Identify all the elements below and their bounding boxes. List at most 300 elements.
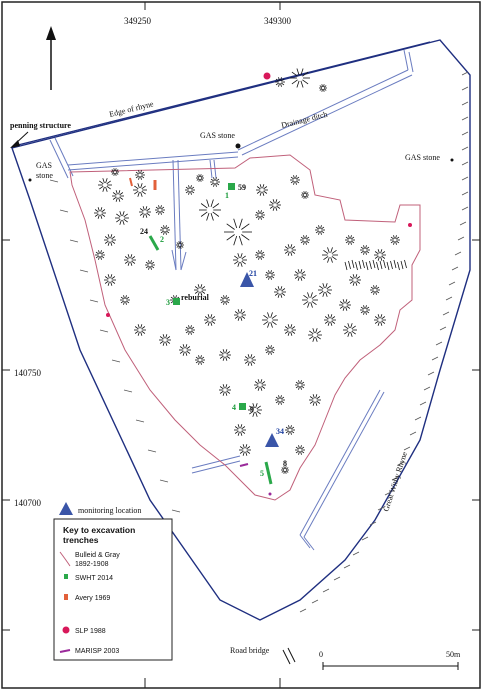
- mound-hachure: [376, 287, 379, 289]
- mound-hachure: [183, 352, 184, 356]
- mound-hachure: [216, 179, 219, 181]
- mound-hachure: [306, 241, 307, 244]
- mound-hachure: [302, 272, 305, 274]
- mound-hachure: [271, 322, 273, 327]
- key-title-line1: Key to excavation: [63, 525, 136, 535]
- mound-hachure: [352, 260, 354, 268]
- mound-hachure: [125, 257, 128, 259]
- mound-hachure: [377, 262, 379, 270]
- mound-hachure: [112, 277, 115, 279]
- mound-hachure: [212, 321, 215, 323]
- mound-hachure: [361, 307, 364, 309]
- mound-hachure: [227, 391, 230, 393]
- mound-hachure: [289, 425, 290, 428]
- mound-hachure: [238, 309, 239, 313]
- mound-hachure: [243, 452, 244, 456]
- mound-hachure: [349, 241, 350, 244]
- mound-hachure: [351, 241, 352, 244]
- mound-hachure: [361, 311, 364, 313]
- mound-hachure: [102, 214, 105, 216]
- mound-hachure: [361, 247, 364, 249]
- mound-hachure: [261, 216, 264, 218]
- mound-hachure: [189, 331, 190, 334]
- mound-hachure: [196, 357, 199, 359]
- mound-hachure: [113, 197, 116, 199]
- mound-hachure: [288, 244, 289, 248]
- mound-hachure: [328, 257, 330, 262]
- mound-hachure: [251, 362, 252, 366]
- mound-hachure: [166, 334, 167, 338]
- mound-hachure: [123, 211, 125, 216]
- mound-hachure: [140, 213, 143, 215]
- mound-hachure: [361, 251, 364, 253]
- mound-hachure: [101, 207, 102, 211]
- mound-hachure: [238, 424, 239, 428]
- mound-hachure: [146, 206, 147, 210]
- mound-hachure: [211, 213, 213, 220]
- mound-hachure: [278, 294, 279, 298]
- mound-hachure: [391, 237, 394, 239]
- mound-hachure: [256, 216, 259, 218]
- mound-hachure: [131, 254, 132, 258]
- mound-hachure: [371, 291, 374, 293]
- mound-hachure: [306, 193, 308, 195]
- feature-number-4: 4: [232, 403, 236, 412]
- mound-hachure: [378, 314, 379, 318]
- mound-hachure: [146, 214, 147, 218]
- mound-hachure: [279, 395, 280, 398]
- road-bridge-label: Road bridge: [230, 646, 270, 655]
- mound-hachure: [214, 183, 215, 186]
- mound-hachure: [247, 447, 250, 449]
- mound-hachure: [309, 331, 313, 334]
- mound-hachure: [177, 243, 179, 245]
- mound-hachure: [356, 262, 358, 270]
- mound-hachure: [226, 384, 227, 388]
- mound-hachure: [264, 315, 269, 318]
- mound-hachure: [242, 312, 245, 314]
- mound-hachure: [257, 406, 261, 409]
- mound-hachure: [271, 270, 272, 273]
- mound-hachure: [198, 284, 199, 288]
- mound-hachure: [101, 215, 102, 219]
- mound-hachure: [160, 341, 163, 343]
- mound-hachure: [266, 276, 269, 278]
- feature-number-5: 5: [260, 469, 264, 478]
- mound-hachure: [166, 227, 169, 229]
- mound-hachure: [156, 207, 159, 209]
- key-avery-symbol: [64, 594, 68, 600]
- gas-stone-left-label-a: GAS: [36, 161, 53, 170]
- mound-hachure: [111, 282, 112, 286]
- mound-hachure: [101, 256, 102, 259]
- mound-hachure: [259, 210, 260, 213]
- mound-hachure: [270, 206, 273, 208]
- mound-hachure: [141, 192, 143, 197]
- mound-hachure: [99, 256, 100, 259]
- mound-hachure: [319, 231, 320, 234]
- mound-hachure: [224, 295, 225, 298]
- key-swht-symbol: [64, 574, 68, 579]
- mound-hachure: [211, 200, 213, 207]
- mound-hachure: [161, 211, 162, 214]
- marisp-trench-a: [240, 464, 248, 466]
- mound-hachure: [405, 260, 407, 268]
- mound-hachure: [241, 317, 242, 321]
- mound-hachure: [159, 205, 160, 208]
- mound-hachure: [263, 184, 264, 188]
- mound-hachure: [391, 261, 393, 269]
- mound-hachure: [296, 181, 299, 183]
- easting-label-left: 349250: [124, 16, 151, 26]
- mound-hachure: [242, 431, 245, 433]
- mound-hachure: [234, 219, 237, 228]
- mound-hachure: [132, 257, 135, 259]
- mound-hachure: [258, 387, 259, 391]
- mound-hachure: [324, 86, 326, 88]
- mound-hachure: [291, 181, 294, 183]
- mound-hachure: [316, 402, 317, 406]
- mound-hachure: [248, 354, 249, 358]
- mound-hachure: [226, 301, 227, 304]
- mound-hachure: [106, 187, 108, 192]
- mound-hachure: [166, 342, 167, 346]
- mound-hachure: [108, 282, 109, 286]
- mound-hachure: [350, 281, 353, 283]
- mound-hachure: [105, 277, 108, 279]
- mound-hachure: [312, 301, 317, 304]
- feature-number-34: 34: [276, 427, 284, 436]
- mound-hachure: [279, 83, 280, 86]
- mound-hachure: [301, 386, 304, 388]
- mound-hachure: [132, 261, 135, 263]
- mound-hachure: [141, 183, 143, 188]
- mound-hachure: [98, 215, 99, 219]
- mound-hachure: [296, 447, 299, 449]
- mound-hachure: [264, 187, 267, 189]
- mound-hachure: [261, 212, 264, 214]
- easting-label-right: 349300: [264, 16, 291, 26]
- mound-hachure: [186, 191, 189, 193]
- gas-stone-left-label-b: stone: [36, 171, 53, 180]
- mound-hachure: [321, 227, 324, 229]
- mound-hachure: [302, 80, 308, 84]
- mound-hachure: [95, 214, 98, 216]
- mound-hachure: [119, 198, 120, 202]
- mound-hachure: [276, 401, 279, 403]
- mound-hachure: [261, 256, 262, 259]
- mound-hachure: [223, 392, 224, 396]
- mound-hachure: [305, 196, 306, 199]
- mound-hachure: [366, 245, 367, 248]
- mound-hachure: [186, 344, 187, 348]
- mound-hachure: [364, 311, 365, 314]
- mound-hachure: [272, 315, 277, 318]
- mound-hachure: [166, 231, 167, 234]
- mound-hachure: [143, 206, 144, 210]
- mound-hachure: [121, 297, 124, 299]
- mound-hachure: [301, 237, 304, 239]
- mound-hachure: [149, 260, 150, 263]
- mound-hachure: [186, 327, 189, 329]
- mound-hachure: [256, 212, 259, 214]
- mound-hachure: [146, 262, 149, 264]
- mound-hachure: [201, 357, 204, 359]
- mound-hachure: [321, 231, 322, 234]
- drainage-ditch-label: Drainage ditch: [280, 109, 329, 130]
- mound-hachure: [201, 361, 204, 363]
- mound-hachure: [199, 361, 200, 364]
- mound-hachure: [381, 314, 382, 318]
- mound-hachure: [227, 352, 230, 354]
- mound-hachure: [227, 387, 230, 389]
- mound-hachure: [279, 401, 280, 404]
- avery-trench-b: [130, 178, 132, 186]
- feature-number-9: 9: [250, 405, 254, 414]
- mound-hachure: [297, 81, 299, 88]
- mound-hachure: [266, 272, 269, 274]
- mound-hachure: [313, 337, 315, 342]
- key-swht-label: SWHT 2014: [75, 575, 113, 582]
- mound-hachure: [347, 306, 350, 308]
- mound-hachure: [141, 172, 144, 174]
- mound-hachure: [242, 256, 246, 259]
- mound-hachure: [199, 355, 200, 358]
- mound-hachure: [226, 297, 229, 299]
- mound-hachure: [309, 336, 313, 339]
- mound-hachure: [202, 287, 205, 289]
- mound-hachure: [212, 317, 215, 319]
- mound-hachure: [142, 327, 145, 329]
- mound-hachure: [277, 202, 280, 204]
- mound-hachure: [141, 324, 142, 328]
- mound-hachure: [124, 295, 125, 298]
- mound-hachure: [353, 274, 354, 278]
- mound-hachure: [227, 356, 230, 358]
- mound-hachure: [191, 185, 192, 188]
- mound-hachure: [213, 212, 219, 217]
- mound-hachure: [195, 287, 198, 289]
- mound-hachure: [241, 262, 243, 267]
- mound-hachure: [112, 241, 115, 243]
- mound-hachure: [328, 247, 330, 252]
- mound-hachure: [376, 285, 377, 288]
- mound-hachure: [324, 250, 329, 253]
- mound-hachure: [226, 357, 227, 361]
- mound-hachure: [346, 241, 349, 243]
- mound-hachure: [242, 261, 246, 264]
- mound-hachure: [291, 431, 292, 434]
- mound-hachure: [134, 191, 138, 194]
- mound-hachure: [291, 431, 294, 433]
- mound-hachure: [258, 379, 259, 383]
- monitoring-legend-label: monitoring location: [78, 506, 142, 515]
- mound-hachure: [102, 210, 105, 212]
- mound-hachure: [322, 89, 323, 92]
- mound-hachure: [105, 281, 108, 283]
- mound-hachure: [191, 187, 194, 189]
- mound-hachure: [99, 250, 100, 253]
- mound-hachure: [224, 301, 225, 304]
- mound-hachure: [288, 324, 289, 328]
- mound-hachure: [382, 321, 385, 323]
- mound-hachure: [266, 351, 269, 353]
- mound-hachure: [271, 276, 274, 278]
- mound-hachure: [216, 183, 219, 185]
- mound-hachure: [296, 175, 297, 178]
- mound-hachure: [375, 317, 378, 319]
- mound-hachure: [378, 322, 379, 326]
- mound-hachure: [396, 237, 399, 239]
- mound-hachure: [292, 327, 295, 329]
- mound-hachure: [105, 241, 108, 243]
- mound-hachure: [285, 331, 288, 333]
- mound-hachure: [201, 284, 202, 288]
- mound-hachure: [291, 177, 294, 179]
- mound-hachure: [151, 266, 152, 269]
- mound-hachure: [223, 349, 224, 353]
- mound-hachure: [275, 289, 278, 291]
- mound-hachure: [216, 183, 217, 186]
- mound-hachure: [381, 249, 382, 253]
- mound-hachure: [261, 250, 262, 253]
- mound-hachure: [226, 295, 227, 298]
- mound-hachure: [316, 394, 317, 398]
- mound-hachure: [121, 301, 124, 303]
- mound-hachure: [398, 262, 400, 270]
- mound-hachure: [376, 291, 377, 294]
- mound-hachure: [124, 214, 128, 217]
- mound-hachure: [401, 261, 403, 269]
- mound-hachure: [135, 327, 138, 329]
- mound-hachure: [311, 292, 313, 297]
- mound-hachure: [247, 451, 250, 453]
- mound-hachure: [214, 177, 215, 180]
- mound-hachure: [223, 357, 224, 361]
- mound-hachure: [289, 431, 290, 434]
- mound-hachure: [387, 262, 389, 270]
- mound-hachure: [316, 231, 319, 233]
- mound-hachure: [301, 382, 304, 384]
- mound-hachure: [141, 176, 144, 178]
- mound-hachure: [269, 270, 270, 273]
- mound-hachure: [308, 302, 310, 307]
- mound-hachure: [345, 262, 347, 270]
- mound-hachure: [116, 173, 118, 175]
- mound-hachure: [205, 317, 208, 319]
- mound-hachure: [286, 427, 289, 429]
- mound-hachure: [101, 256, 104, 258]
- mound-hachure: [226, 392, 227, 396]
- mound-hachure: [296, 177, 299, 179]
- mound-hachure: [351, 235, 352, 238]
- mound-hachure: [108, 274, 109, 278]
- mound-hachure: [321, 231, 324, 233]
- gas-stone-right-marker: [451, 159, 454, 162]
- mound-hachure: [120, 220, 122, 225]
- mound-hachure: [350, 277, 353, 279]
- mound-hachure: [261, 256, 264, 258]
- mound-hachure: [238, 317, 239, 321]
- mound-hachure: [106, 178, 108, 183]
- mound-hachure: [189, 191, 190, 194]
- mound-hachure: [259, 216, 260, 219]
- mound-hachure: [112, 281, 115, 283]
- mound-hachure: [306, 237, 309, 239]
- mound-hachure: [180, 347, 183, 349]
- mound-hachure: [234, 261, 238, 264]
- mound-hachure: [191, 191, 192, 194]
- mound-hachure: [284, 471, 285, 474]
- mound-hachure: [220, 387, 223, 389]
- mound-hachure: [226, 349, 227, 353]
- mound-hachure: [313, 328, 315, 333]
- mound-hachure: [375, 252, 378, 254]
- mound-hachure: [120, 211, 122, 216]
- mound-hachure: [201, 212, 207, 217]
- mound-hachure: [241, 224, 249, 230]
- mound-hachure: [316, 328, 318, 333]
- mound-hachure: [323, 292, 325, 297]
- mound-hachure: [301, 445, 302, 448]
- swht-trench-1: [228, 183, 235, 190]
- mound-hachure: [323, 89, 324, 92]
- mound-hachure: [142, 186, 146, 189]
- mound-hachure: [261, 252, 264, 254]
- mound-hachure: [282, 293, 285, 295]
- mound-hachure: [179, 241, 180, 244]
- mound-hachure: [352, 331, 356, 334]
- mound-hachure: [126, 301, 127, 304]
- mound-hachure: [326, 292, 328, 297]
- mound-hachure: [272, 321, 277, 324]
- mound-hachure: [191, 325, 192, 328]
- mound-hachure: [262, 382, 265, 384]
- mound-hachure: [271, 276, 272, 279]
- mound-hachure: [211, 322, 212, 326]
- mound-hachure: [227, 224, 235, 230]
- mound-hachure: [281, 83, 284, 85]
- mound-hachure: [296, 451, 299, 453]
- mound-hachure: [328, 322, 329, 326]
- mound-hachure: [112, 237, 115, 239]
- mound-hachure: [255, 386, 258, 388]
- mound-hachure: [352, 326, 356, 329]
- mound-hachure: [124, 301, 125, 304]
- mound-hachure: [276, 207, 277, 211]
- mound-hachure: [161, 211, 164, 213]
- mound-hachure: [138, 183, 140, 188]
- mound-hachure: [281, 294, 282, 298]
- mound-hachure: [96, 252, 99, 254]
- mound-hachure: [317, 336, 321, 339]
- mound-hachure: [281, 286, 282, 290]
- mound-hachure: [147, 213, 150, 215]
- mound-hachure: [396, 241, 399, 243]
- mound-hachure: [159, 211, 160, 214]
- gas-stone-top-marker: [236, 144, 241, 149]
- mound-hachure: [302, 193, 304, 195]
- mound-hachure: [282, 471, 284, 473]
- mound-hachure: [301, 451, 304, 453]
- mound-hachure: [227, 235, 235, 241]
- mound-hachure: [301, 380, 302, 383]
- mound-hachure: [301, 269, 302, 273]
- mound-hachure: [248, 362, 249, 366]
- mound-hachure: [246, 444, 247, 448]
- mound-hachure: [259, 256, 260, 259]
- mound-hachure: [310, 397, 313, 399]
